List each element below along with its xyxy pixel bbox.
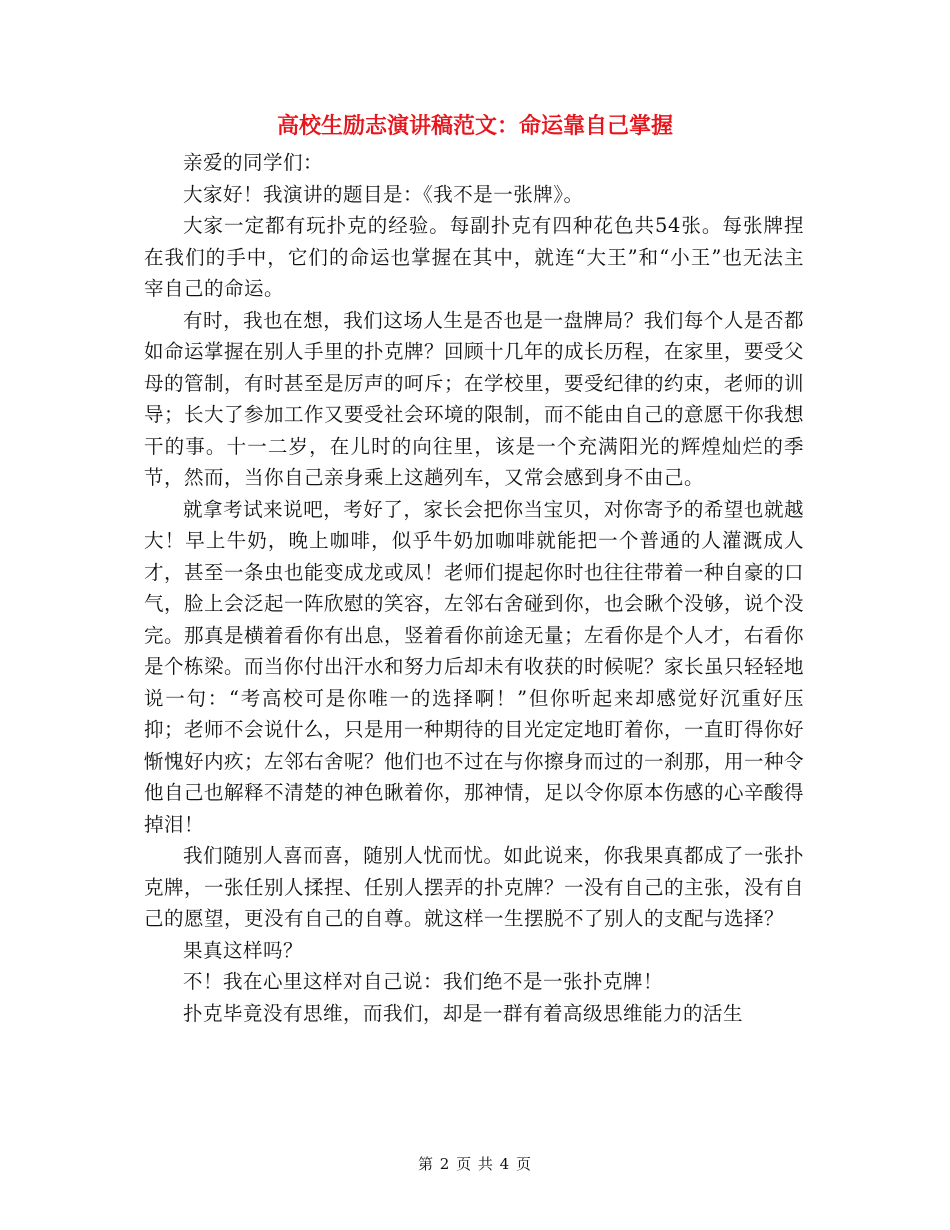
paragraph-answer: 不！我在心里这样对自己说：我们绝不是一张扑克牌！ <box>183 970 664 993</box>
paragraph-greeting: 亲爱的同学们： <box>183 151 324 174</box>
paragraph-life-game: 有时，我也在想，我们这场人生是否也是一盘牌局？我们每个人是否都如命运掌握在别人手里的扑克牌？回顾十几年的成长历程，在家里，要受父母的管制，有时甚至是厉声的呵斥；在学校里，要受纪律的约束，老师的训导；长大了参加工作又要受社会环境的限制，而不能由自己的意愿干你我想干的事。十一二岁，在儿时的向往里，该是一个充满阳光的辉煌灿烂的季节，然而，当你自己亲身乘上这趟列车，又常会感到身不由己。 <box>144 308 805 489</box>
page-number-footer: 第 2 页 共 4 页 <box>418 1155 532 1173</box>
paragraph-topic: 大家好！我演讲的题目是：《我不是一张牌》。 <box>183 182 584 206</box>
document-title: 高校生励志演讲稿范文：命运靠自己掌握 <box>276 113 673 139</box>
paragraph-poker-intro: 大家一定都有玩扑克的经验。每副扑克有四种花色共54张。每张牌捏在我们的手中，它们的命运也掌握在其中，就连“大王”和“小王”也无法主宰自己的命运。 <box>144 214 804 300</box>
paragraph-thinking: 扑克毕竟没有思维，而我们，却是一群有着高级思维能力的活生 <box>183 1001 744 1025</box>
paragraph-question: 果真这样吗？ <box>183 938 304 962</box>
paragraph-others-control: 我们随别人喜而喜，随别人忧而忧。如此说来，你我果真都成了一张扑克牌，一张任别人揉捏、任别人摆弄的扑克牌？一没有自己的主张，没有自己的愿望，更没有自己的自尊。就这样一生摆脱不了别人的支配与选择？ <box>144 844 805 930</box>
paragraph-exam: 就拿考试来说吧，考好了，家长会把你当宝贝，对你寄予的希望也就越大！早上牛奶，晚上咖啡，似乎牛奶加咖啡就能把一个普通的人灌溉成人才，甚至一条虫也能变成龙或凤！老师们提起你时也往往带着一种自豪的口气，脸上会泛起一阵欣慰的笑容，左邻右舍碰到你，也会瞅个没够，说个没完。那真是横着看你有出息，竖着看你前途无量；左看你是个人才，右看你是个栋梁。而当你付出汗水和努力后却未有收获的时候呢？家长虽只轻轻地说一句：“考高校可是你唯一的选择啊！”但你听起来却感觉好沉重好压抑；老师不会说什么，只是用一种期待的目光定定地盯着你，一直盯得你好惭愧好内疚；左邻右舍呢？他们也不过在与你擦身而过的一刹那，用一种令他自己也解释不清楚的神色瞅着你，那神情，足以令你原本伤感的心辛酸得掉泪！ <box>144 497 805 836</box>
document-body <box>144 147 804 1029</box>
